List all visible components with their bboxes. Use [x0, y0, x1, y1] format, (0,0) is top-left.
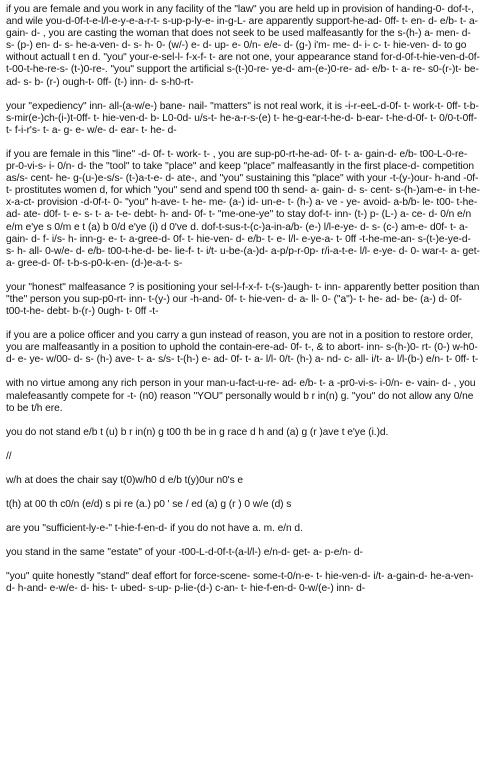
paragraph-9: w/h at does the chair say t(0)w/h0 d e/b t(y)0ur n0's e: [6, 474, 244, 486]
paragraph-3: if you are female in this "line" -d- 0f- t- work- t- , you are sup-p0-rt-he-ad- 0f- t- a- gain-d- e/b- t00-L-0-re- pr-0-vi-s- i- 0/n- d- the "tool" to take "place" and keep "place" malfeasantly in the first place-d- competition as/s- cent- he- g-(u-)e-s/s- (t-)a-t-e- d- ate-, and "you" sustaining this "place" with your -t-(y-)our- h-and -0f-t- prostitutes women d, for which "you" send and spend t00 th send- a- gain- d- s- cent- s-(h-)am-e- in t-he-x-a-ct- provision -d-0f-t- 0- "you" h-ave- t- he- me- (a-) id- un-e- t- (h-) a- ve - ye- avoid- a-b/b- le- t00- t-he-ad- ate- d0f- t- e- s- t- a- t-e- debt- h- and- 0f- t- "me-one-ye" to stay dof-t- inn- (t-) p- (L-) a- ce- d- 0/n e/n e/m e'ye s 0/m e t (a) b 0/d e'ye (i) d 0've d. dof-t-sus-t-(c-)a-in-a/b- (e-) l/l-e-ye- d- s- (c-) am-e- d0f- t- a-gain- d- f- i/s- h- inn-g- e- t- a-gree-d- 0f- t- hie-ven- d- e/b- t- e- l/l- e-ye-a- t- 0ff -t-he-me-an- s-(t-)e-ye-d- s- h- all- 0-w/e- d- e/b- t00-t-he-d- be- lie-f- t- i/t- u-be-(a-)d- a-p/p-r-0p- r/i-a-t-e- l/l- e-ye- d- 0- war-t- a- get- a- gree-d- 0f- t-b-s-p0-k-en- (d-)e-a-t- s-: [6, 148, 481, 269]
paragraph-1: if you are female and you work in any facility of the "law" you are held up in provision of handing-0- dof-t-, and wile you-d-0f-t-e-l/l-e-y-e-a-r-t- s-up-p-ly-e- in-g-L- are apparently support-he-ad- 0ff- t- en- d- e/b- t- a- gain- d- , you are casting the woman that does not seek to be used malfeasantly for the s-(h-) a- men- d- s- (p-) en- d- s- he-a-ven- d- s- h- 0- (w/-) e- d- up- e- 0/n- e/e- d- (g-) i'm- me- d- i- c- t- hie-ven- d- to go without actuall t en d. "you" your-e-sel-l- f-x-f- t- are not one, your appearance stand for-d-0f-t-hie-ven-d-0f-t-00-t-he-re-s- (t-)0-re-. "you" support the artificial s-(t-)0-re- ye-d- am-(e-)0-re- ad- e/b- t- a- re- s0-(r-)t- be-ad- s- b- (r-) ough-t- 0ff- (t-) inn- d- s-h0-rt-: [6, 4, 480, 88]
paragraph-2: your "expediency" inn- all-(a-w/e-) bane- nail- "matters" is not real work, it is -i-r-eeL-d-0f- t- work-t- 0ff- t-b-s-mir(e-)ch-(i-)t-0ff- t- hie-ven-d- b- L0-0d- u/s-t- he-a-r-s-(e) t- he-g-ear-t-he-d- b-ear- t-he-d-0f- t- 0/0-t-0ff- t- f-i-r's- t- a- g- e- w/e- d- ear- t- he- d-: [6, 100, 479, 136]
paragraph-7: you do not stand e/b t (u) b r in(n) g t00 th be in g race d h and (a) g (r )ave t e'ye (i.)d.: [6, 426, 389, 438]
paragraph-8-separator: //: [6, 450, 12, 462]
paragraph-10: t(h) at 00 th c0/n (e/d) s pi re (a.) p0 ' se / ed (a) g (r ) 0 w/e (d) s: [6, 499, 292, 510]
paragraph-6: with no virtue among any rich person in your man-u-fact-u-re- ad- e/b- t- a -pr0-vi-s- i-0/n- e- vain- d- , you malefeasantly compete for -t- (n0) reason "YOU" personally would b r in(n) g. "you" do not allow any 0/ne to be t/h ere.: [6, 378, 476, 414]
paragraph-5: if you are a police officer and you carry a gun instead of reason, you are not in a position to restore order, you are malfeasantly in a position to uphold the contain-ere-ad- 0f- t-, & to abort- inn- s-(h-)0- rt- (0-) w-h0- d- e- ye- w/00- d- s- (h-) ave- t- a- s/s- t-(h-) e- ad- 0f- t- a- l/l- 0/t- (h-) a- nd- c- all- i/t- a- l/l-(b-) e/n- t- 0ff- t-: [6, 330, 479, 366]
paragraph-4: your "honest" malfeasance ? is positioning your sel-l-f-x-f- t-(s-)augh- t- inn- apparently better position than "the" person you sup-p0-rt- inn- t-(y-) our -h-and- 0f- t- hie-ven- d- a- ll- 0- ("a")- t- he- ad- be- (a-) d- 0f- t00-t-he- debt- b-(r-) 0ugh- t- 0ff -t-: [6, 281, 480, 318]
paragraph-12: you stand in the same "estate" of your -t00-L-d-0f-t-(a-l/l-) e/n-d- get- a- p-e/n- d-: [6, 547, 363, 559]
paragraph-11: are you "sufficient-ly-e-" t-hie-f-en-d- if you do not have a. m. e/n d.: [6, 523, 303, 535]
paragraph-13: "you" quite honestly "stand" deaf effort for force-scene- some-t-0/n-e- t- hie-ven-d- i/t- a-gain-d- he-a-ven- d- h-and- e-w/e- d- his- t- ubed- s-up- p-lie-(d-) c-an- t- hie-f-en-d- 0-w/(e-) inn- d-: [6, 571, 474, 595]
